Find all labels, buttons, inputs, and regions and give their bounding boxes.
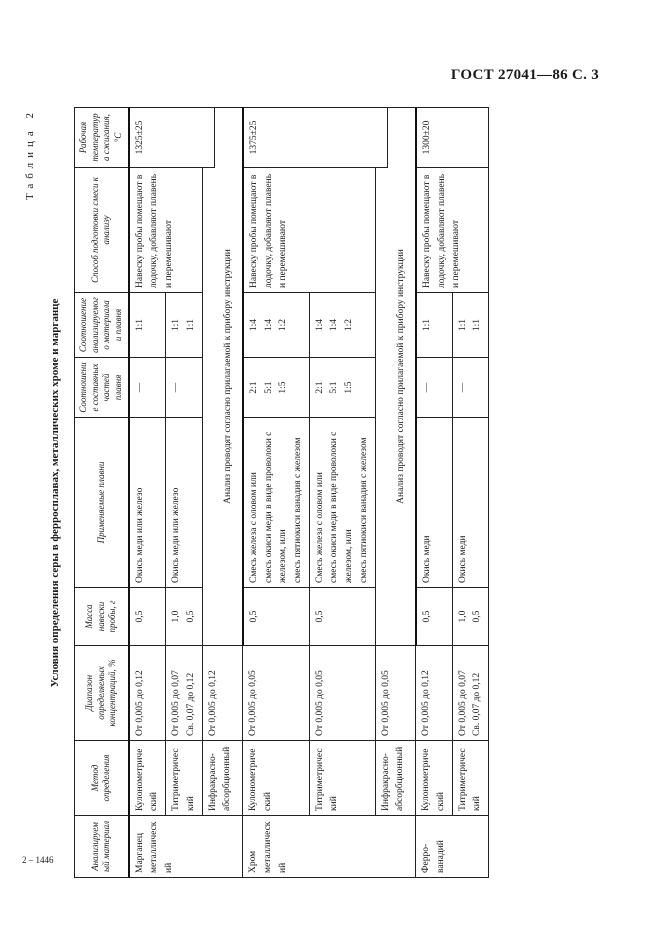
table-row [416, 108, 452, 878]
col-header: Способ подготовки смеси к анализу [75, 168, 129, 293]
table-label: Таблица 2 [24, 108, 36, 201]
ratio-material-cell: 1:1 [416, 293, 452, 358]
table-row [129, 108, 166, 878]
temperature-cell: 1300±20 [416, 108, 489, 168]
ratio-parts-cell: — [129, 358, 166, 418]
temperature-cell: 1325±25 [129, 108, 215, 168]
ratio-material-cell: 1:1 [129, 293, 166, 358]
ratio-material-cell: 1:1 1:1 [166, 293, 202, 358]
sulfur-conditions-table [74, 107, 489, 878]
instruction-cell: Анализ проводят согласно прилагаемой к прибору инструкции [215, 108, 243, 646]
method-cell: Кулонометрический [416, 741, 452, 816]
mass-cell: 0,5 [309, 588, 375, 646]
ratio-material-cell: 1:1 1:1 [452, 293, 488, 358]
col-header: Рабочая температура сжигания, °С [75, 108, 129, 168]
method-cell: Инфракрасно-абсорбционный [375, 741, 416, 816]
col-header: Применяемые плавни [75, 418, 129, 588]
ratio-parts-cell: — [166, 358, 202, 418]
material-cell: Марганец металлический [129, 816, 243, 878]
method-cell: Кулонометрический [129, 741, 166, 816]
method-cell: Титриметрический [309, 741, 375, 816]
range-cell: От 0,005 до 0,12 [202, 646, 243, 741]
method-cell: Инфракрасно-абсорбционный [202, 741, 243, 816]
prep-cell: Навеску пробы помещают в лодочку, добавляют плавень и перемешивают [129, 168, 202, 293]
range-cell: От 0,005 до 0,12 [129, 646, 166, 741]
ratio-parts-cell: 2:1 5:1 1:5 [309, 358, 375, 418]
prep-cell: Навеску пробы помещают в лодочку, добавляют плавень и перемешивают [243, 168, 375, 293]
ratio-material-cell: 1:4 1:4 1:2 [309, 293, 375, 358]
range-cell: От 0,005 до 0,12 [416, 646, 452, 741]
table-row [243, 108, 309, 878]
rotated-content [24, 108, 632, 878]
table-row [202, 108, 215, 878]
flux-cell: Окись меди или железо [166, 418, 202, 588]
mass-cell: 0,5 [243, 588, 309, 646]
table-title: Условия определения серы в ферросплавах, металлических хроме и марганце [49, 298, 61, 688]
prep-cell: Навеску пробы помещают в лодочку, добавляют плавень и перемешивают [416, 168, 489, 293]
material-cell: Хром металлический [243, 816, 416, 878]
flux-cell: Окись меди или железо [129, 418, 166, 588]
ratio-parts-cell: — [416, 358, 452, 418]
material-cell: Ферро-ванадий [416, 816, 489, 878]
instruction-cell: Анализ проводят согласно прилагаемой к прибору инструкции [388, 108, 416, 646]
mass-cell: 0,5 [416, 588, 452, 646]
range-cell: От 0,005 до 0,05 [375, 646, 416, 741]
col-header: Соотношение анализируемого материала и плавня [75, 293, 129, 358]
ratio-parts-cell: — [452, 358, 488, 418]
method-cell: Кулонометрический [243, 741, 309, 816]
flux-cell: Смесь железа с оловом или смесь окиси меди в виде проволоки с железом, или смесь пятиокиси ванадия с железом [243, 418, 309, 588]
method-cell: Титриметрический [452, 741, 488, 816]
mass-cell: 0,5 [129, 588, 166, 646]
range-cell: От 0,005 до 0,07 Св. 0,07 до 0,12 [166, 646, 202, 741]
mass-cell: 1,0 0,5 [452, 588, 488, 646]
col-header: Метод определения [75, 741, 129, 816]
col-header: Диапазон определяемых концентраций, % [75, 646, 129, 741]
page-footer: 2 – 1446 [22, 855, 54, 865]
col-header: Соотношение составных частей плавня [75, 358, 129, 418]
flux-cell: Окись меди [416, 418, 452, 588]
instruction-cell [375, 168, 388, 646]
ratio-parts-cell: 2:1 5:1 1:5 [243, 358, 309, 418]
range-cell: От 0,005 до 0,07 Св. 0,07 до 0,12 [452, 646, 488, 741]
col-header: Масса навески пробы, г [75, 588, 129, 646]
col-header: Анализируемый материал [75, 816, 129, 878]
flux-cell: Смесь железа с оловом или смесь окиси меди в виде проволоки с железом, или смесь пятиокиси ванадия с железом [309, 418, 375, 588]
temperature-cell: 1375±25 [243, 108, 388, 168]
page-header: ГОСТ 27041—86 С. 3 [450, 67, 599, 83]
method-cell: Титриметрический [166, 741, 202, 816]
flux-cell: Окись меди [452, 418, 488, 588]
table-row [375, 108, 388, 878]
mass-cell: 1,0 0,5 [166, 588, 202, 646]
range-cell: От 0,005 до 0,05 [243, 646, 309, 741]
instruction-cell [202, 168, 215, 646]
table-header-row [75, 108, 129, 878]
ratio-material-cell: 1:4 1:4 1:2 [243, 293, 309, 358]
range-cell: От 0,005 до 0,05 [309, 646, 375, 741]
